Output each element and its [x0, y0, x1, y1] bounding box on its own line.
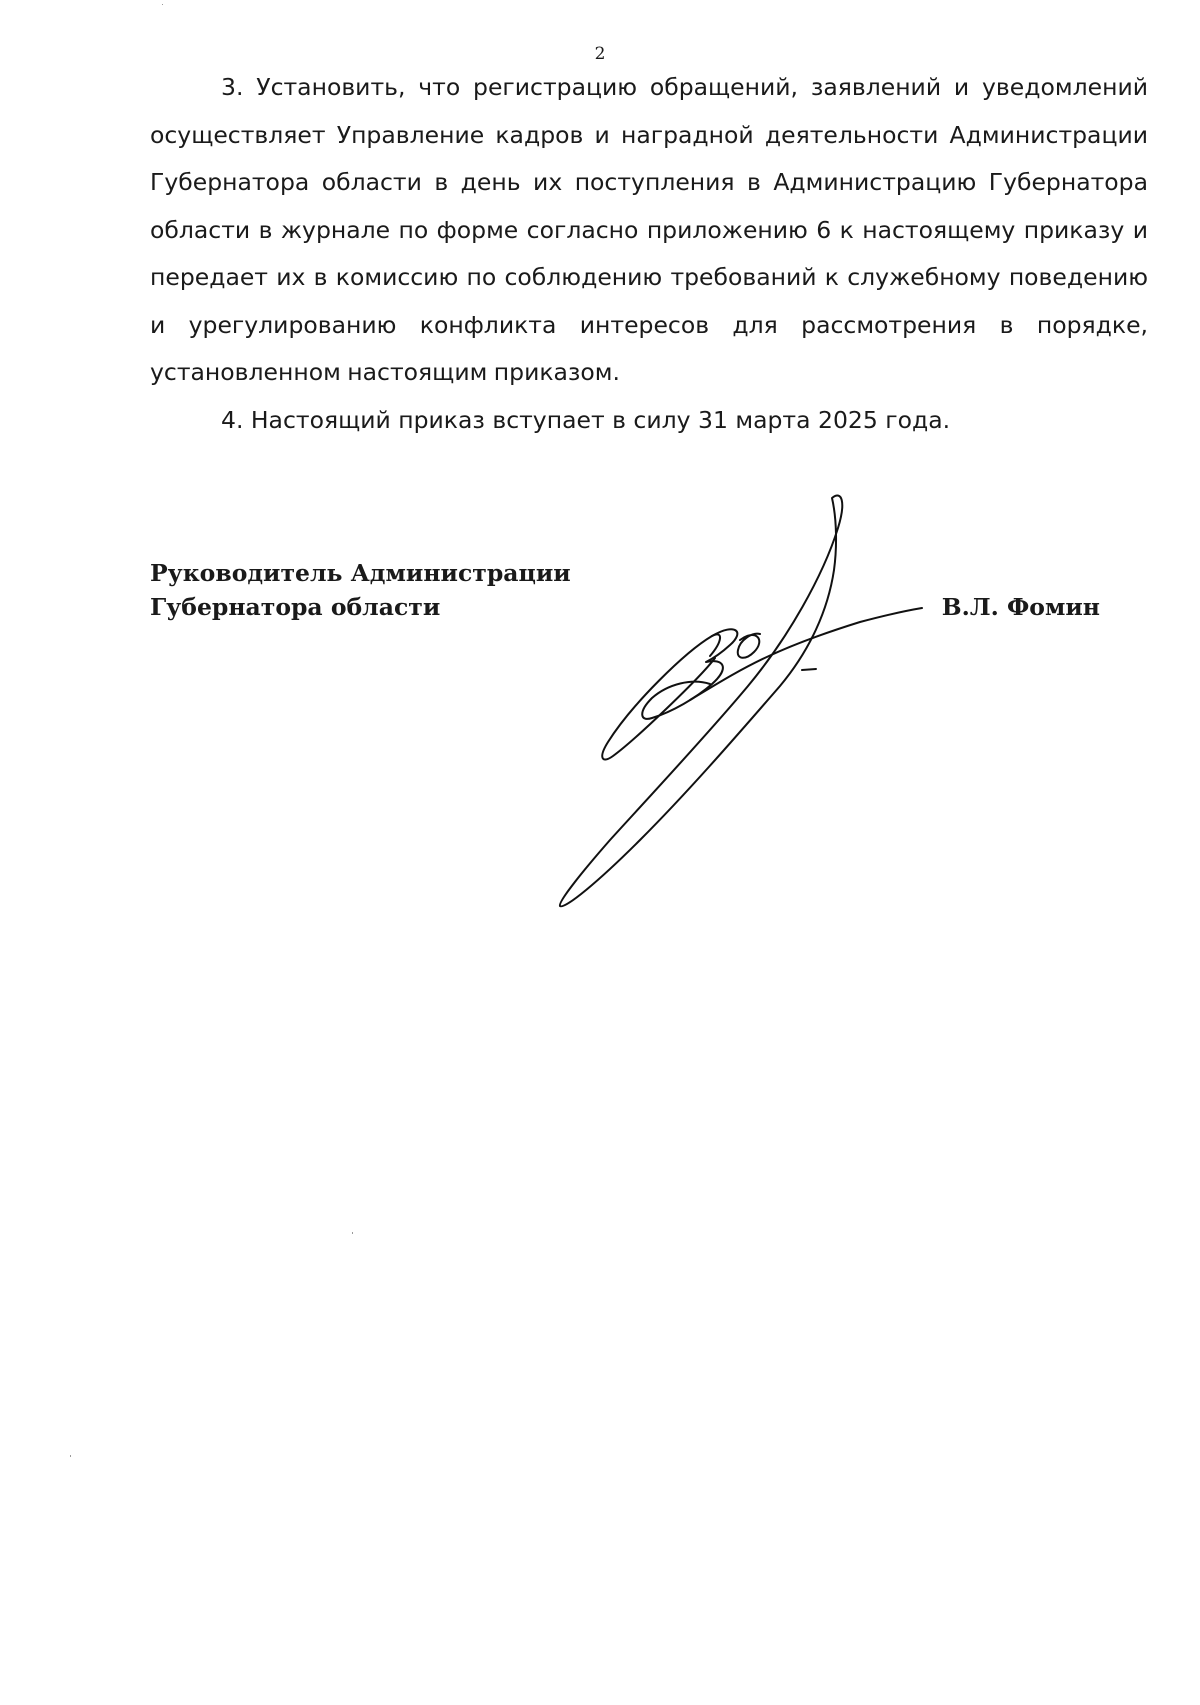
signer-position: [150, 556, 571, 624]
paragraph-registration: 3. Установить, что регистрацию обращений, заявлений и уведомлений осуществляет Управление кадров и наградной деятельности Администрации Губернатора области в день их поступления в Администрацию Губернатора области в журнале по форме согласно приложению 6 к настоящему приказу и передает их в комиссию по соблюдению требований к служебному поведению и урегулированию конфликта интересов для рассмотрения в порядке, установленном настоящим приказом.: [150, 73, 1148, 386]
signer-position-line1: Руководитель Администрации: [150, 559, 571, 587]
document-body: [150, 64, 1148, 444]
page-number: 2: [594, 44, 606, 64]
scan-speck: [162, 4, 163, 5]
signer-position-line2: Губернатора области: [150, 593, 441, 621]
signer-name: В.Л. Фомин: [941, 593, 1100, 621]
handwritten-signature: [540, 490, 960, 920]
paragraph-effective-date: 4. Настоящий приказ вступает в силу 31 марта 2025 года.: [221, 405, 951, 434]
scan-speck: [352, 1232, 353, 1234]
scan-speck: [70, 1455, 71, 1457]
